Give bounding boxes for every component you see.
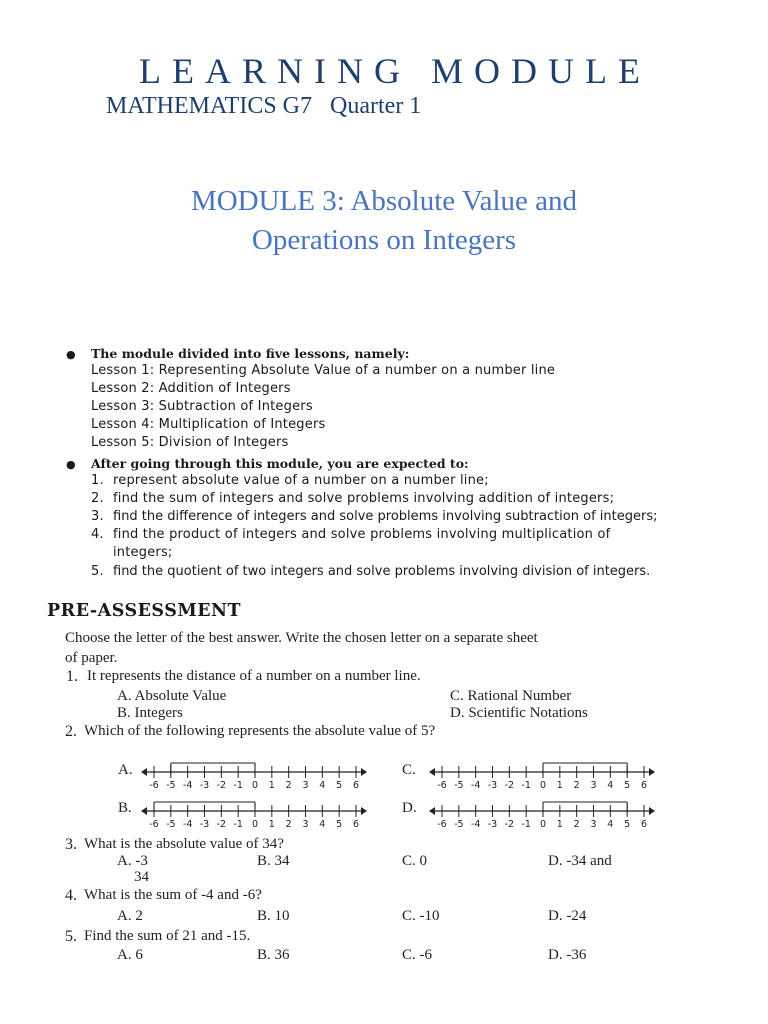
tick-label: 1: [556, 780, 563, 790]
instructions-line1: Choose the letter of the best answer. Write the chosen letter on a separate sheet: [65, 630, 538, 646]
question-text: It represents the distance of a number on a number line.: [87, 668, 421, 684]
answer-choice: D. Scientific Notations: [450, 705, 588, 721]
objective-number: 1.: [91, 473, 104, 488]
objective-text: represent absolute value of a number on a number line;: [113, 473, 489, 488]
lesson-item: Lesson 5: Division of Integers: [91, 435, 289, 450]
tick-label: -2: [216, 780, 227, 790]
tick-label: -3: [487, 780, 498, 790]
tick-label: 6: [640, 780, 648, 790]
answer-choice: A. 6: [117, 947, 143, 963]
tick-label: 6: [640, 819, 648, 829]
number-line-d: [428, 787, 658, 829]
answer-choice: C. 0: [402, 853, 428, 869]
answer-choice: B. 10: [257, 908, 290, 924]
arrow-right-icon: [649, 768, 655, 776]
objective-text-continued: integers;: [113, 545, 173, 560]
instructions-line2: of paper.: [65, 650, 118, 666]
objective-number: 4.: [91, 527, 104, 542]
tick-label: -4: [182, 780, 193, 790]
answer-choice: A. -3: [117, 853, 148, 869]
tick-label: -5: [166, 780, 176, 790]
answer-choice: A. 2: [117, 908, 143, 924]
question-text: Which of the following represents the absolute value of 5?: [84, 723, 436, 739]
objective-text: find the product of integers and solve problems involving multiplication of: [113, 527, 611, 542]
tick-label: 0: [539, 780, 547, 790]
objective-number: 5.: [91, 564, 104, 579]
answer-choice: C. Rational Number: [450, 688, 572, 704]
tick-label: -4: [470, 780, 481, 790]
arrow-left-icon: [429, 807, 435, 815]
tick-label: 2: [573, 780, 580, 790]
tick-label: -1: [521, 780, 531, 790]
tick-label: 0: [539, 819, 547, 829]
choice-label-b: B.: [118, 800, 132, 816]
module-header-subtitle: MATHEMATICS G7 Quarter 1: [106, 93, 422, 119]
objective-text: find the sum of integers and solve problems involving addition of integers;: [113, 491, 615, 506]
objective-text: find the difference of integers and solve problems involving subtraction of integers;: [113, 509, 658, 524]
tick-label: -6: [149, 780, 159, 790]
module-header-title: LEARNING MODULE: [139, 51, 651, 91]
tick-label: 5: [336, 780, 343, 790]
tick-label: 3: [302, 819, 309, 829]
lesson-item: Lesson 4: Multiplication of Integers: [91, 417, 326, 432]
tick-label: 4: [607, 780, 614, 790]
tick-label: -1: [233, 780, 243, 790]
objectives-heading: After going through this module, you are expected to:: [91, 456, 469, 471]
tick-label: 2: [285, 819, 292, 829]
answer-choice: D. -24: [548, 908, 587, 924]
answer-choice: A. Absolute Value: [117, 688, 227, 704]
bullet-icon: ●: [66, 348, 76, 361]
answer-choice: C. -6: [402, 947, 432, 963]
answer-choice: B. 34: [257, 853, 290, 869]
arrow-right-icon: [361, 807, 367, 815]
question-number: 1.: [66, 668, 78, 685]
choice-label-c: C.: [402, 762, 416, 778]
tick-label: 3: [590, 819, 597, 829]
tick-label: 1: [268, 780, 275, 790]
tick-label: 1: [556, 819, 563, 829]
tick-label: 2: [573, 819, 580, 829]
pre-assessment-heading: PRE-ASSESSMENT: [47, 601, 242, 621]
question-number: 4.: [65, 887, 77, 904]
tick-label: 0: [251, 780, 259, 790]
tick-label: -5: [454, 819, 464, 829]
number-line-a: [140, 748, 370, 790]
tick-label: 5: [624, 819, 631, 829]
arrow-left-icon: [429, 768, 435, 776]
tick-label: 4: [319, 780, 326, 790]
tick-label: -6: [437, 780, 447, 790]
tick-label: 4: [319, 819, 326, 829]
module-title-line1: MODULE 3: Absolute Value and: [190, 185, 578, 217]
question-number: 2.: [65, 723, 77, 740]
arrow-right-icon: [361, 768, 367, 776]
tick-label: -6: [437, 819, 447, 829]
choice-label-a: A.: [118, 762, 133, 778]
tick-label: -5: [166, 819, 176, 829]
tick-label: 1: [268, 819, 275, 829]
choice-label-d: D.: [402, 800, 417, 816]
module-title-line2: Operations on Integers: [251, 224, 517, 256]
question-number: 3.: [65, 836, 77, 853]
tick-label: -4: [182, 819, 193, 829]
answer-choice-wrap: 34: [134, 869, 149, 885]
tick-label: 4: [607, 819, 614, 829]
tick-label: 6: [352, 780, 360, 790]
tick-label: -2: [504, 819, 515, 829]
lessons-heading: The module divided into five lessons, namely:: [91, 346, 410, 361]
tick-label: -2: [216, 819, 227, 829]
arrow-left-icon: [141, 768, 147, 776]
tick-label: 6: [352, 819, 360, 829]
tick-label: 2: [285, 780, 292, 790]
objective-number: 3.: [91, 509, 104, 524]
answer-choice: B. Integers: [117, 705, 183, 721]
tick-label: 0: [251, 819, 259, 829]
question-text: Find the sum of 21 and -15.: [84, 928, 251, 944]
answer-choice: D. -36: [548, 947, 587, 963]
arrow-left-icon: [141, 807, 147, 815]
tick-label: 5: [336, 819, 343, 829]
lesson-item: Lesson 1: Representing Absolute Value of a number on a number line: [91, 363, 556, 378]
objective-text: find the quotient of two integers and solve problems involving division of integers.: [113, 564, 651, 579]
answer-choice: D. -34 and: [548, 853, 612, 869]
tick-label: -3: [199, 819, 210, 829]
tick-label: 3: [590, 780, 597, 790]
number-line-c: [428, 748, 658, 790]
objective-number: 2.: [91, 491, 104, 506]
tick-label: -3: [199, 780, 210, 790]
tick-label: 3: [302, 780, 309, 790]
tick-label: -2: [504, 780, 515, 790]
question-text: What is the absolute value of 34?: [84, 836, 284, 852]
lesson-item: Lesson 2: Addition of Integers: [91, 381, 291, 396]
question-text: What is the sum of -4 and -6?: [84, 887, 262, 903]
bullet-icon: ●: [66, 458, 76, 471]
question-number: 5.: [65, 928, 77, 945]
lesson-item: Lesson 3: Subtraction of Integers: [91, 399, 313, 414]
arrow-right-icon: [649, 807, 655, 815]
tick-label: -6: [149, 819, 159, 829]
number-line-b: [140, 787, 370, 829]
tick-label: -5: [454, 780, 464, 790]
answer-choice: B. 36: [257, 947, 290, 963]
tick-label: -1: [233, 819, 243, 829]
tick-label: -3: [487, 819, 498, 829]
tick-label: -4: [470, 819, 481, 829]
tick-label: 5: [624, 780, 631, 790]
tick-label: -1: [521, 819, 531, 829]
answer-choice: C. -10: [402, 908, 440, 924]
